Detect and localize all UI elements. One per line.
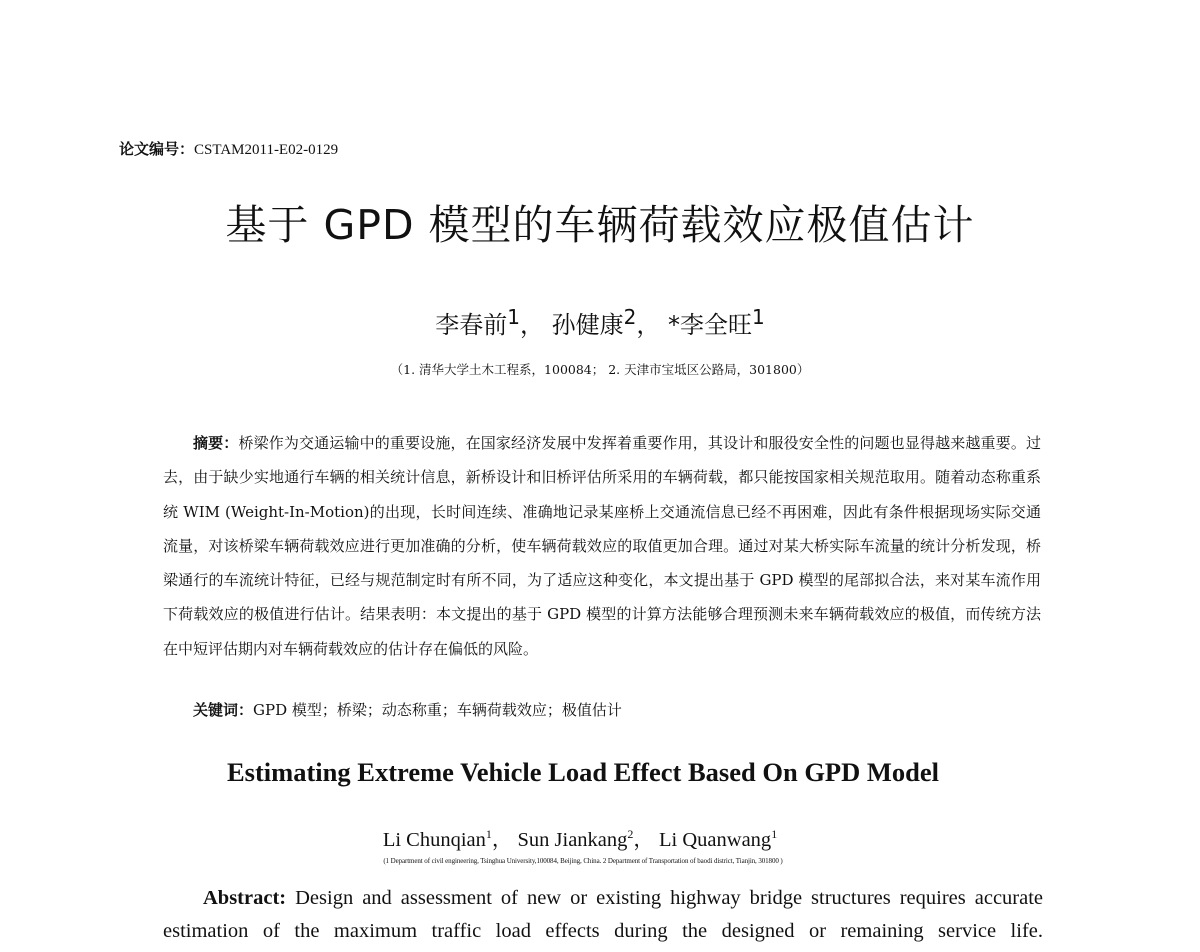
paper-id-line [119, 138, 338, 159]
en-author-name: Li Chunqian [382, 829, 486, 851]
paper-id-label: 论文编号： [119, 140, 195, 158]
cn-author-name: 李春前 [435, 311, 508, 339]
paper-id-value: CSTAM2011-E02-0129 [194, 142, 339, 158]
cn-author-sep: ， [519, 311, 544, 339]
cn-abstract-text: 桥梁作为交通运输中的重要设施，在国家经济发展中发挥着重要作用，其设计和服役安全性的问题也显得越来越重要。过去，由于缺少实地通行车辆的相关统计信息，新桥设计和旧桥评估所采用的车辆荷载，都只能按国家相关规范取用。随着动态称重系统 WIM (Weight-In-Motion)的出现，长时间连续、准确地记录某座桥上交通流信息已经不再困难，因此有条件根据现场实际交通流量，对该桥梁车辆荷载效应进行更加准确的分析，使车辆荷载效应的取值更加合理。通过对某大桥实际车流量的统计分析发现，桥梁通行的车流统计特征，已经与规范制定时有所不同，为了适应这种变化，本文提出基于 GPD 模型的尾部拟合法，来对某车流作用下荷载效应的极值进行估计。结果表明：本文提出的基于 GPD 模型的计算方法能够合理预测未来车辆荷载效应的极值，而传统方法在中短评估期内对车辆荷载效应的估计存在偏低的风险。 [163, 434, 1041, 658]
en-abstract-label: Abstract: [203, 887, 287, 909]
cn-affiliation: （1. 清华大学土木工程系，100084； 2. 天津市宝坻区公路局，301800） [390, 362, 810, 377]
en-author-sup: 1 [485, 827, 492, 842]
cn-author-sep: ， [636, 311, 661, 339]
en-author-sep: ， [491, 829, 513, 851]
cn-author-name: 孙健康 [551, 311, 624, 339]
cn-keywords-text: GPD 模型；桥梁；动态称重；车辆荷载效应；极值估计 [253, 701, 622, 719]
en-author-name: Li Quanwang [659, 829, 772, 851]
cn-author-sup: 1 [507, 305, 520, 329]
cn-abstract [163, 426, 1041, 666]
en-author-name: Sun Jiankang [517, 829, 628, 851]
cn-title: 基于 GPD 模型的车辆荷载效应极值估计 [225, 201, 975, 249]
cn-author-sup: 1 [752, 305, 765, 329]
cn-author-sup: 2 [623, 305, 637, 329]
cn-keywords-label: 关键词： [193, 701, 254, 719]
en-affiliation: (1 Department of civil engineering, Tsinghua University,100084, Beijing, China. 2 Department of Transportation of baodi district, Tianjin, 301800 ) [383, 857, 783, 865]
en-authors [0, 822, 1160, 852]
en-abstract-text: Design and assessment of new or existing highway bridge structures requires accurate estimation of the maximum traffic load effects during the designed or remaining service life. [163, 887, 1044, 942]
en-author-sup: 2 [627, 827, 634, 842]
cn-keywords [193, 699, 622, 720]
cn-authors [0, 305, 1200, 340]
en-title: Estimating Extreme Vehicle Load Effect Based On GPD Model [226, 757, 940, 787]
en-author-sep: ， [633, 829, 654, 851]
en-abstract [163, 882, 1043, 948]
cn-abstract-label: 摘要： [193, 434, 239, 452]
en-author-sup: 1 [771, 827, 778, 842]
cn-author-name: *李全旺 [668, 311, 752, 339]
